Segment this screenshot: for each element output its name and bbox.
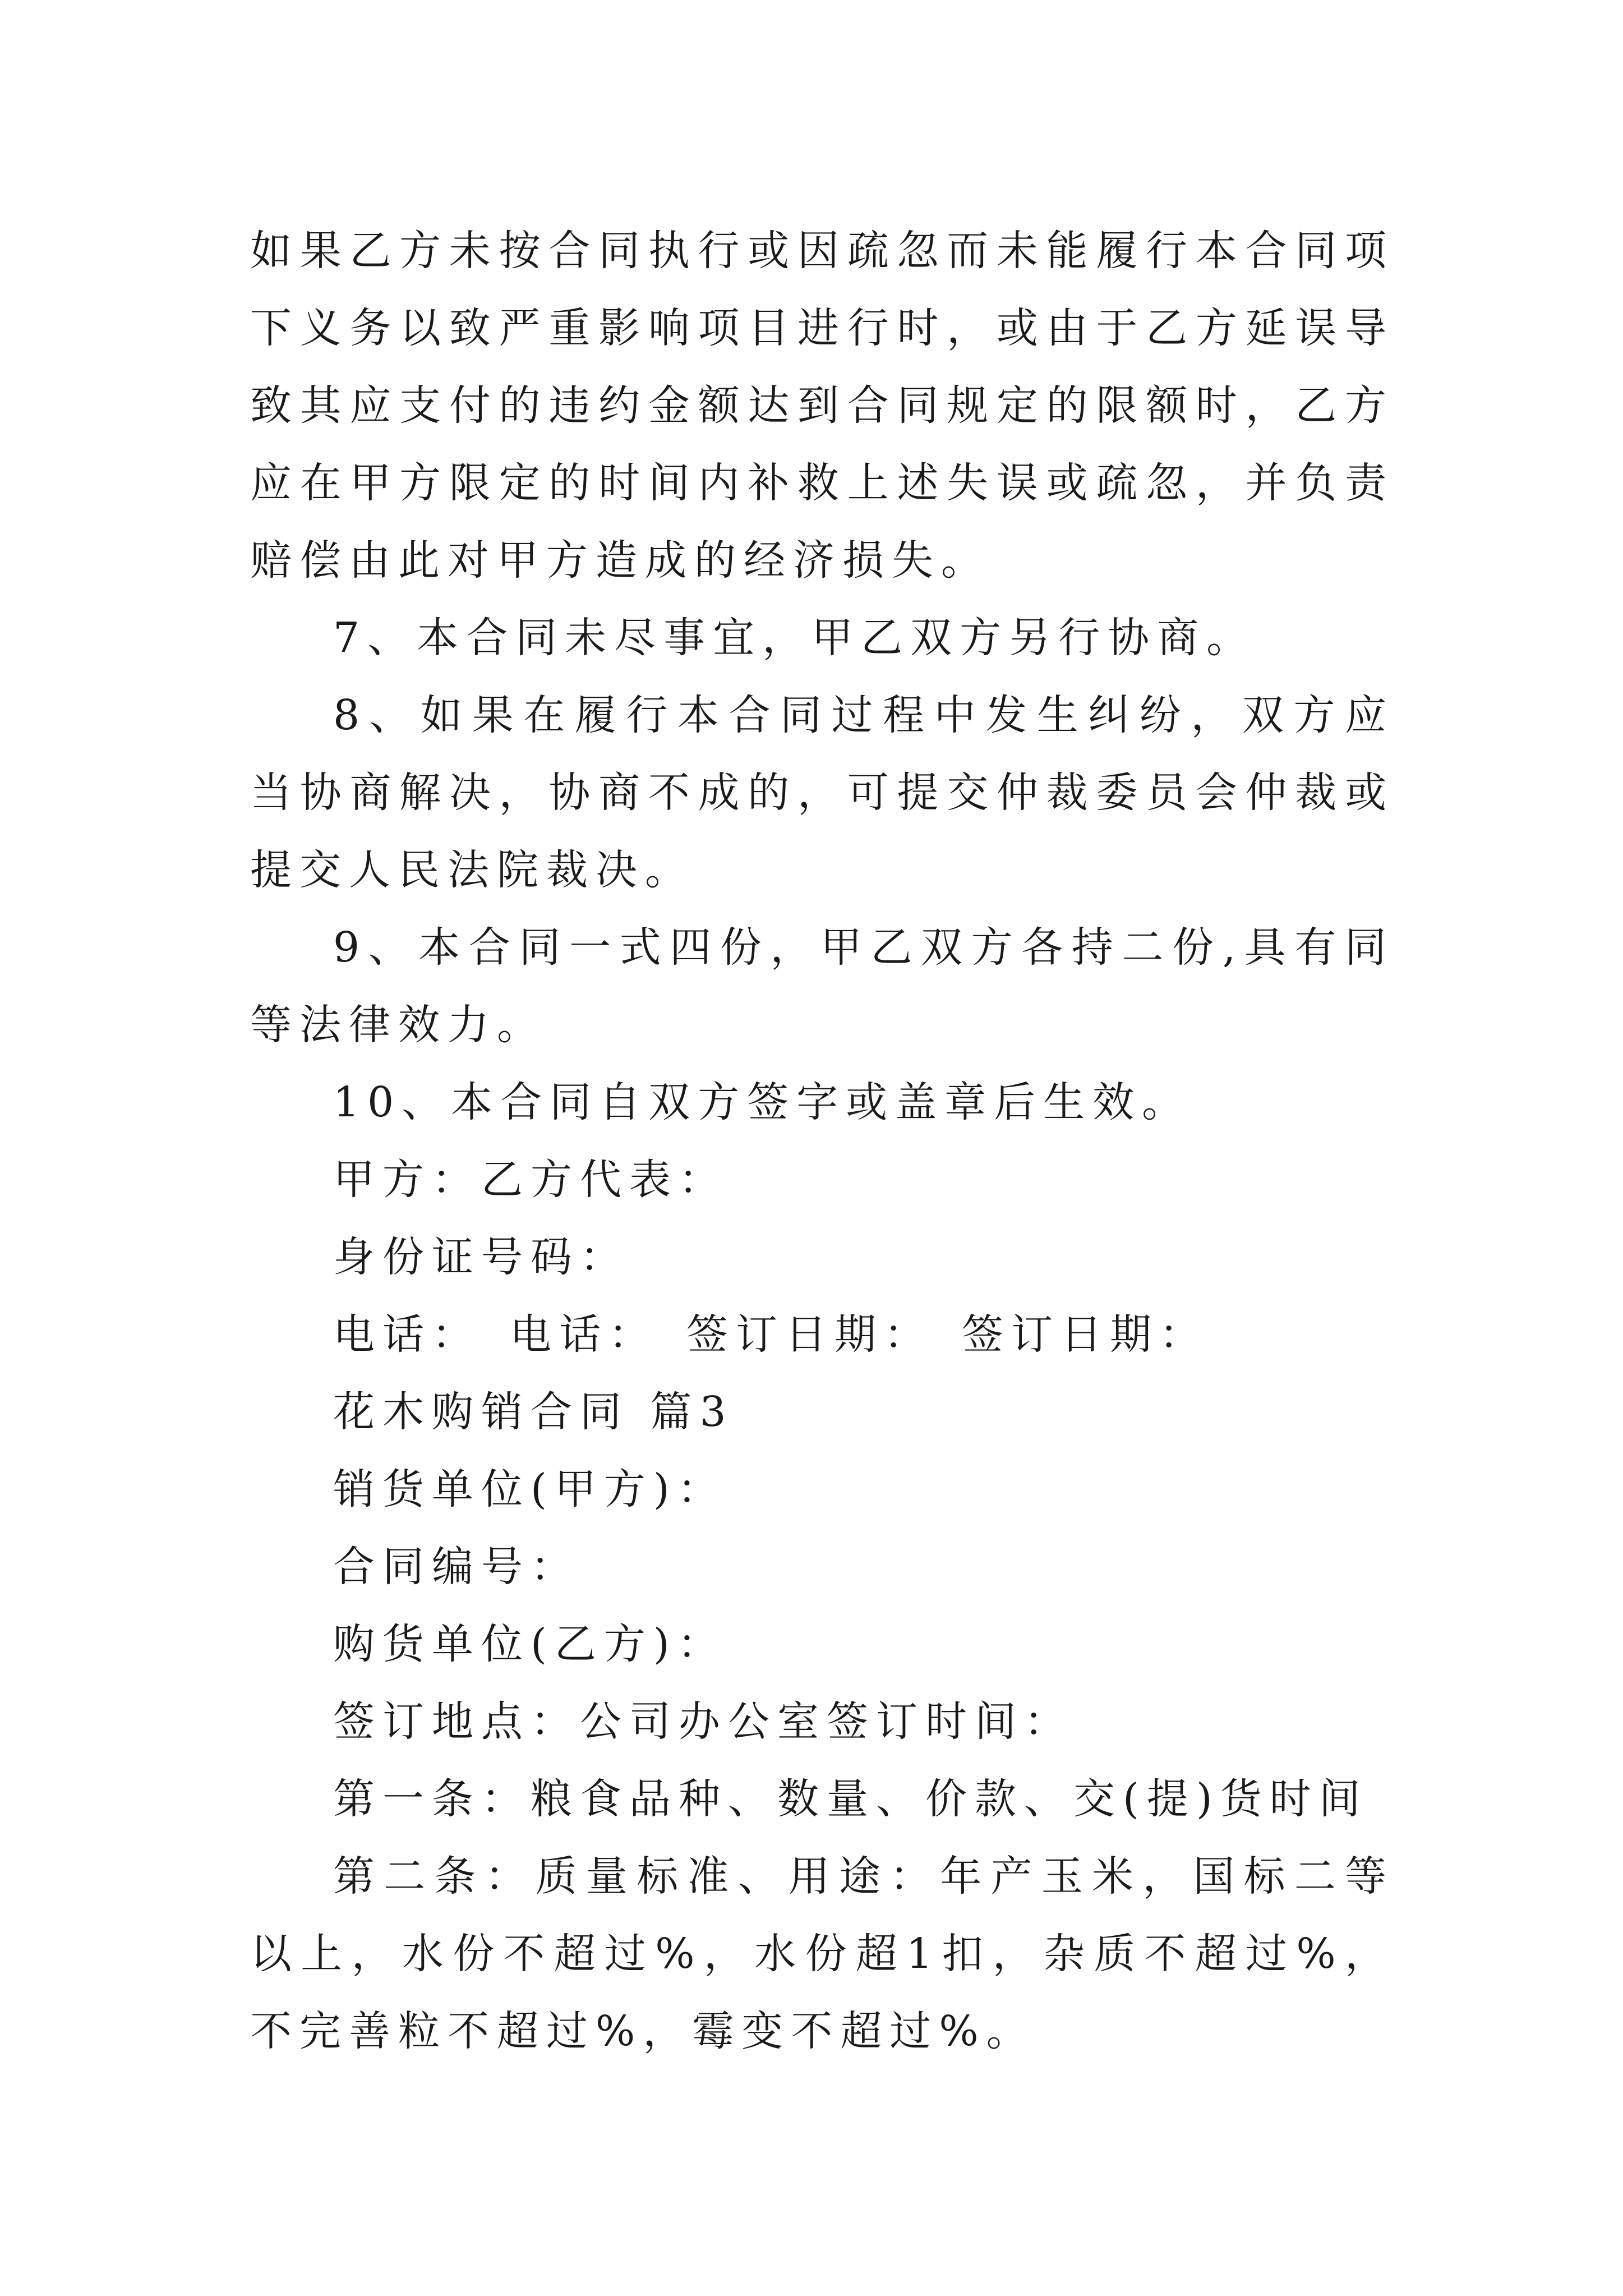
clause-9: 9、本合同一式四份，甲乙双方各持二份,具有同等法律效力。 xyxy=(250,923,1394,1049)
contract-number-line: 合同编号： xyxy=(333,1543,580,1591)
article-2-paragraph: 第二条：质量标准、用途：年产玉米，国标二等以上，水份不超过%，水份超1扣，杂质不超过%，不完善粒不超过%，霉变不超过%。 xyxy=(250,1852,1394,2055)
seller-line: 销货单位(甲方)： xyxy=(333,1465,727,1513)
signature-id-line: 身份证号码： xyxy=(333,1233,629,1281)
signature-party-line: 甲方：乙方代表： xyxy=(333,1156,728,1204)
clause-8: 8、如果在履行本合同过程中发生纠纷，双方应当协商解决，协商不成的，可提交仲裁委员会仲裁或提交人民法院裁决。 xyxy=(250,691,1394,894)
buyer-line: 购货单位(乙方)： xyxy=(333,1620,727,1668)
article-1-line: 第一条：粮食品种、数量、价款、交(提)货时间 xyxy=(333,1775,1368,1823)
signing-place-line: 签订地点：公司办公室签订时间： xyxy=(333,1697,1073,1746)
clause-10: 10、本合同自双方签字或盖章后生效。 xyxy=(333,1078,1192,1126)
signature-phone-date-line: 电话： 电话： 签订日期： 签订日期： xyxy=(333,1310,1209,1359)
document-body xyxy=(250,212,1394,2070)
breach-paragraph: 如果乙方未按合同执行或因疏忽而未能履行本合同项下义务以致严重影响项目进行时，或由于乙方延误导致其应支付的违约金额达到合同规定的限额时，乙方应在甲方限定的时间内补救上述失误或疏忽，并负责赔偿由此对甲方造成的经济损失。 xyxy=(250,227,1394,585)
clause-7: 7、本合同未尽事宜，甲乙双方另行协商。 xyxy=(333,614,1256,662)
section-title: 花木购销合同 篇3 xyxy=(333,1388,734,1436)
